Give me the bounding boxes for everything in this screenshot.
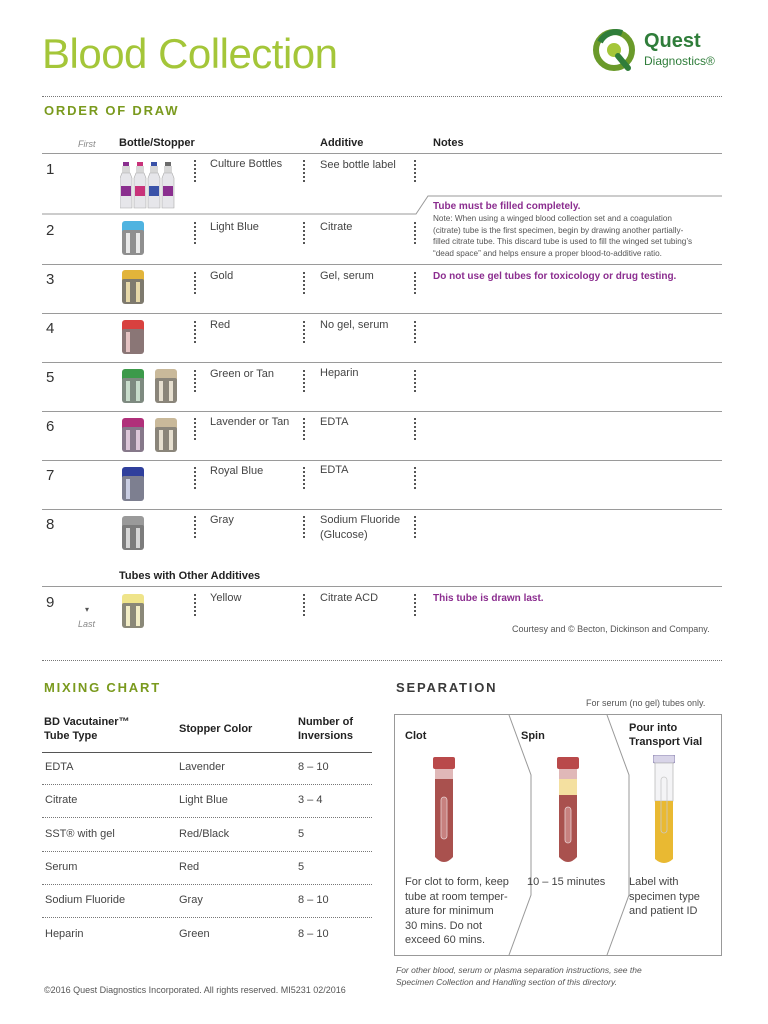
mix-tube-type: Serum — [45, 860, 78, 873]
column-additive: Additive — [320, 137, 364, 149]
stopper-name: Red — [210, 319, 231, 331]
mix-tube-type: Citrate — [45, 794, 78, 807]
step-spin-text: 10 – 15 minutes — [527, 876, 606, 888]
divider-dots — [303, 418, 305, 440]
logo-subtitle: Diagnostics® — [644, 54, 715, 68]
stopper-name: Lavender or Tan — [210, 416, 290, 428]
courtesy-credit: Courtesy and © Becton, Dickinson and Company. — [512, 624, 710, 634]
quest-q-logo-icon — [592, 28, 636, 72]
mix-inversions: 5 — [298, 827, 305, 840]
mix-col-tube-type: BD Vacutainer™ Tube Type — [44, 716, 130, 742]
first-label: First — [78, 139, 96, 149]
row-separator — [42, 313, 722, 314]
divider-dots — [194, 418, 196, 440]
divider-dots — [194, 160, 196, 182]
additive-name: EDTA — [320, 416, 349, 428]
divider-dots — [303, 370, 305, 392]
stopper-name: Gray — [210, 514, 234, 526]
down-arrow-icon: ▾ — [85, 605, 90, 614]
additive-name: Gel, serum — [320, 270, 374, 282]
stopper-name: Green or Tan — [210, 368, 275, 380]
header-divider — [42, 96, 722, 97]
mix-tube-type: EDTA — [45, 761, 74, 773]
section-divider — [42, 660, 722, 661]
step-pour-text: Label with specimen type and patient ID — [629, 876, 700, 917]
row-number: 5 — [46, 369, 55, 386]
row-separator — [42, 586, 722, 587]
additive-name: See bottle label — [320, 159, 396, 171]
mix-inversions: 3 – 4 — [298, 794, 323, 807]
mix-col-inversions: Number of Inversions — [298, 716, 354, 742]
divider-dots — [414, 272, 416, 294]
stopper-name: Light Blue — [210, 221, 259, 233]
other-additives-subheading: Tubes with Other Additives — [119, 570, 261, 582]
column-bottle-stopper: Bottle/Stopper — [119, 137, 195, 149]
divider-dots — [414, 594, 416, 616]
note-fill-completely: Tube must be filled completely. — [433, 201, 581, 212]
divider-dots — [414, 418, 416, 440]
separation-heading: SEPARATION — [396, 680, 498, 695]
divider-dots — [414, 467, 416, 489]
separation-footnote: For other blood, serum or plasma separation instructions, see the Specimen Collection and Handling section of this directory. — [396, 965, 642, 987]
table-header-rule — [42, 153, 722, 154]
row-number: 8 — [46, 516, 55, 533]
mix-inversions: 8 – 10 — [298, 894, 329, 907]
column-notes: Notes — [433, 137, 464, 149]
tube-lavender — [122, 418, 144, 452]
divider-dots — [194, 594, 196, 616]
additive-name: Heparin — [320, 367, 359, 379]
divider-dots — [414, 516, 416, 538]
step-clot-text: For clot to form, keep tube at room temper- ature for minimum 30 mins. Do not exceed 60 mins. — [405, 876, 509, 946]
row-number: 7 — [46, 467, 55, 484]
order-of-draw-heading: ORDER OF DRAW — [44, 103, 180, 118]
mix-tube-type: SST® with gel — [45, 827, 115, 840]
step-pour-label: Pour into Transport Vial — [629, 722, 703, 748]
tube-yellow — [122, 594, 144, 628]
divider-dots — [414, 321, 416, 343]
note-drawn-last: This tube is drawn last. — [433, 593, 544, 604]
note-winged-set: Note: When using a winged blood collection set and a coagulation (citrate) tube is the first specimen, begin by drawing another partially- filled citrate tube. This discard tube is used to fill the winged set tubing’s “dead space” and helps ensure a proper blood-to-additive ratio. — [433, 214, 693, 258]
divider-dots — [194, 272, 196, 294]
mix-tube-type: Heparin — [45, 927, 84, 940]
step-spin-label: Spin — [521, 730, 545, 742]
mix-row-divider — [42, 917, 372, 918]
mix-inversions: 5 — [298, 860, 305, 873]
tube-green — [122, 369, 144, 403]
divider-dots — [194, 370, 196, 392]
row-separator — [42, 362, 722, 363]
separation-serum-note: For serum (no gel) tubes only. — [586, 698, 706, 708]
stopper-name: Yellow — [210, 592, 242, 604]
additive-name: EDTA — [320, 464, 349, 476]
divider-dots — [303, 467, 305, 489]
row-number: 6 — [46, 418, 55, 435]
mix-stopper-color: Red/Black — [179, 827, 230, 840]
additive-name: Sodium Fluoride — [320, 514, 401, 526]
step-clot-label: Clot — [405, 730, 427, 742]
mix-tube-type: Sodium Fluoride — [45, 894, 126, 907]
divider-dots — [194, 222, 196, 244]
divider-dots — [303, 321, 305, 343]
copyright-footer: ©2016 Quest Diagnostics Incorporated. All rights reserved. MI5231 02/2016 — [44, 985, 346, 995]
additive-name-extra: (Glucose) — [320, 529, 368, 541]
page-title: Blood Collection — [42, 30, 338, 77]
mix-row-divider — [42, 851, 372, 852]
last-label: Last — [78, 619, 96, 629]
spun-tube-icon — [555, 757, 581, 867]
divider-dots — [303, 516, 305, 538]
clot-tube-icon — [431, 757, 457, 867]
mix-header-rule — [42, 752, 372, 753]
additive-name: Citrate ACD — [320, 592, 379, 604]
divider-dots — [303, 222, 305, 244]
mix-inversions: 8 – 10 — [298, 927, 329, 940]
divider-dots — [303, 272, 305, 294]
mixing-chart-heading: MIXING CHART — [44, 680, 161, 695]
mix-stopper-color: Green — [179, 927, 210, 940]
divider-dots — [194, 467, 196, 489]
divider-dots — [303, 160, 305, 182]
row-number: 1 — [46, 161, 55, 178]
note-no-gel-toxicology: Do not use gel tubes for toxicology or drug testing. — [433, 271, 677, 282]
logo-name: Quest — [644, 30, 701, 52]
divider-dots — [414, 160, 416, 182]
tube-gray — [122, 516, 144, 550]
stopper-name: Royal Blue — [210, 465, 264, 477]
mix-inversions: 8 – 10 — [298, 761, 329, 773]
row-number: 9 — [46, 594, 55, 611]
divider-dots — [194, 321, 196, 343]
row-separator — [42, 411, 722, 412]
row-number: 4 — [46, 320, 55, 337]
mix-row-divider — [42, 784, 372, 785]
stopper-name: Culture Bottles — [210, 158, 283, 170]
mix-row-divider — [42, 884, 372, 885]
divider-dots — [414, 222, 416, 244]
mix-stopper-color: Lavender — [179, 761, 225, 773]
row-separator — [42, 264, 722, 265]
tube-tan — [155, 418, 177, 452]
mix-stopper-color: Gray — [179, 894, 203, 907]
mix-row-divider — [42, 817, 372, 818]
row-number: 3 — [46, 271, 55, 288]
quest-logo — [592, 26, 732, 78]
row-number: 2 — [46, 222, 55, 239]
row-separator — [42, 460, 722, 461]
divider-dots — [303, 594, 305, 616]
stopper-name: Gold — [210, 270, 234, 282]
divider-dots — [194, 516, 196, 538]
tube-tan — [155, 369, 177, 403]
mix-col-stopper-color: Stopper Color — [179, 723, 253, 735]
tube-gold — [122, 270, 144, 304]
mix-stopper-color: Light Blue — [179, 794, 228, 807]
mix-stopper-color: Red — [179, 860, 200, 873]
transport-vial-icon — [653, 755, 675, 867]
tube-red — [122, 320, 144, 354]
divider-dots — [414, 370, 416, 392]
tube-light-blue — [122, 221, 144, 255]
additive-name: Citrate — [320, 221, 353, 233]
row-separator — [42, 509, 722, 510]
tube-royal-blue — [122, 467, 144, 501]
additive-name: No gel, serum — [320, 319, 389, 331]
separation-panel — [394, 714, 722, 956]
